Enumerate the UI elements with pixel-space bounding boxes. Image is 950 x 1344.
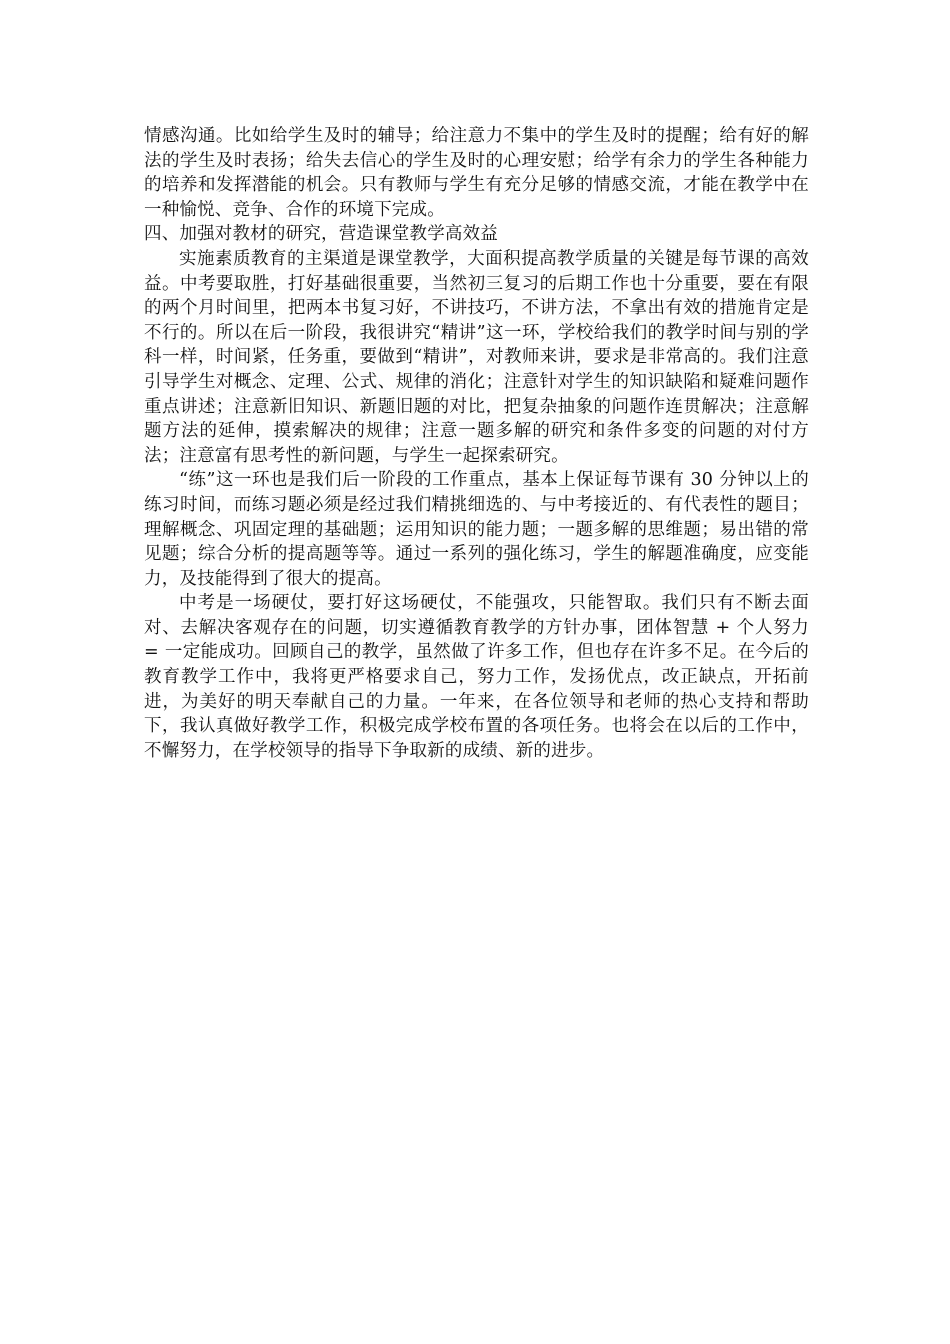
- paragraph-classroom-efficiency: 实施素质教育的主渠道是课堂教学，大面积提高教学质量的关键是每节课的高效益。中考要取胜，打好基础很重要，当然初三复习的后期工作也十分重要，要在有限的两个月时间里，把两本书复习好，不讲技巧，不讲方法，不拿出有效的措施肯定是不行的。所以在后一阶段，我很讲究“精讲”这一环，学校给我们的教学时间与别的学科一样，时间紧，任务重，要做到“精讲”，对教师来讲，要求是非常高的。我们注意引导学生对概念、定理、公式、规律的消化；注意针对学生的知识缺陷和疑难问题作重点讲述；注意新旧知识、新题旧题的对比，把复杂抽象的问题作连贯解决；注意解题方法的延伸，摸索解决的规律；注意一题多解的研究和条件多变的问题的对付方法；注意富有思考性的新问题，与学生一起探索研究。: [144, 248, 809, 466]
- section-heading-textbook-research: 四、加强对教材的研究，营造课堂教学高效益: [144, 224, 498, 245]
- paragraph-practice: “练”这一环也是我们后一阶段的工作重点，基本上保证每节课有 30 分钟以上的练习时间，而练习题必须是经过我们精挑细选的、与中考接近的、有代表性的题目；理解概念、巩固定理的基础题；运用知识的能力题；一题多解的思维题；易出错的常见题；综合分析的提高题等等。通过一系列的强化练习，学生的解题准确度，应变能力，及技能得到了很大的提高。: [144, 470, 809, 589]
- paragraph-emotional-communication: 情感沟通。比如给学生及时的辅导；给注意力不集中的学生及时的提醒；给有好的解法的学生及时表扬；给失去信心的学生及时的心理安慰；给学有余力的学生各种能力的培养和发挥潜能的机会。只有教师与学生有充分足够的情感交流，才能在教学中在一种愉悦、竞争、合作的环境下完成。: [144, 126, 809, 220]
- paragraph-conclusion: 中考是一场硬仗，要打好这场硬仗，不能强攻，只能智取。我们只有不断去面对、去解决客观存在的问题，切实遵循教育教学的方针办事，团体智慧 + 个人努力 = 一定能成功。回顾自己的教学，虽然做了许多工作，但也存在许多不足。在今后的教育教学工作中，我将更严格要求自己，努力工作，发扬优点，改正缺点，开拓前进，为美好的明天奉献自己的力量。一年来，在各位领导和老师的热心支持和帮助下，我认真做好教学工作，积极完成学校布置的各项任务。也将会在以后的工作中，不懈努力，在学校领导的指导下争取新的成绩、新的进步。: [144, 593, 809, 761]
- document-body: [144, 124, 809, 763]
